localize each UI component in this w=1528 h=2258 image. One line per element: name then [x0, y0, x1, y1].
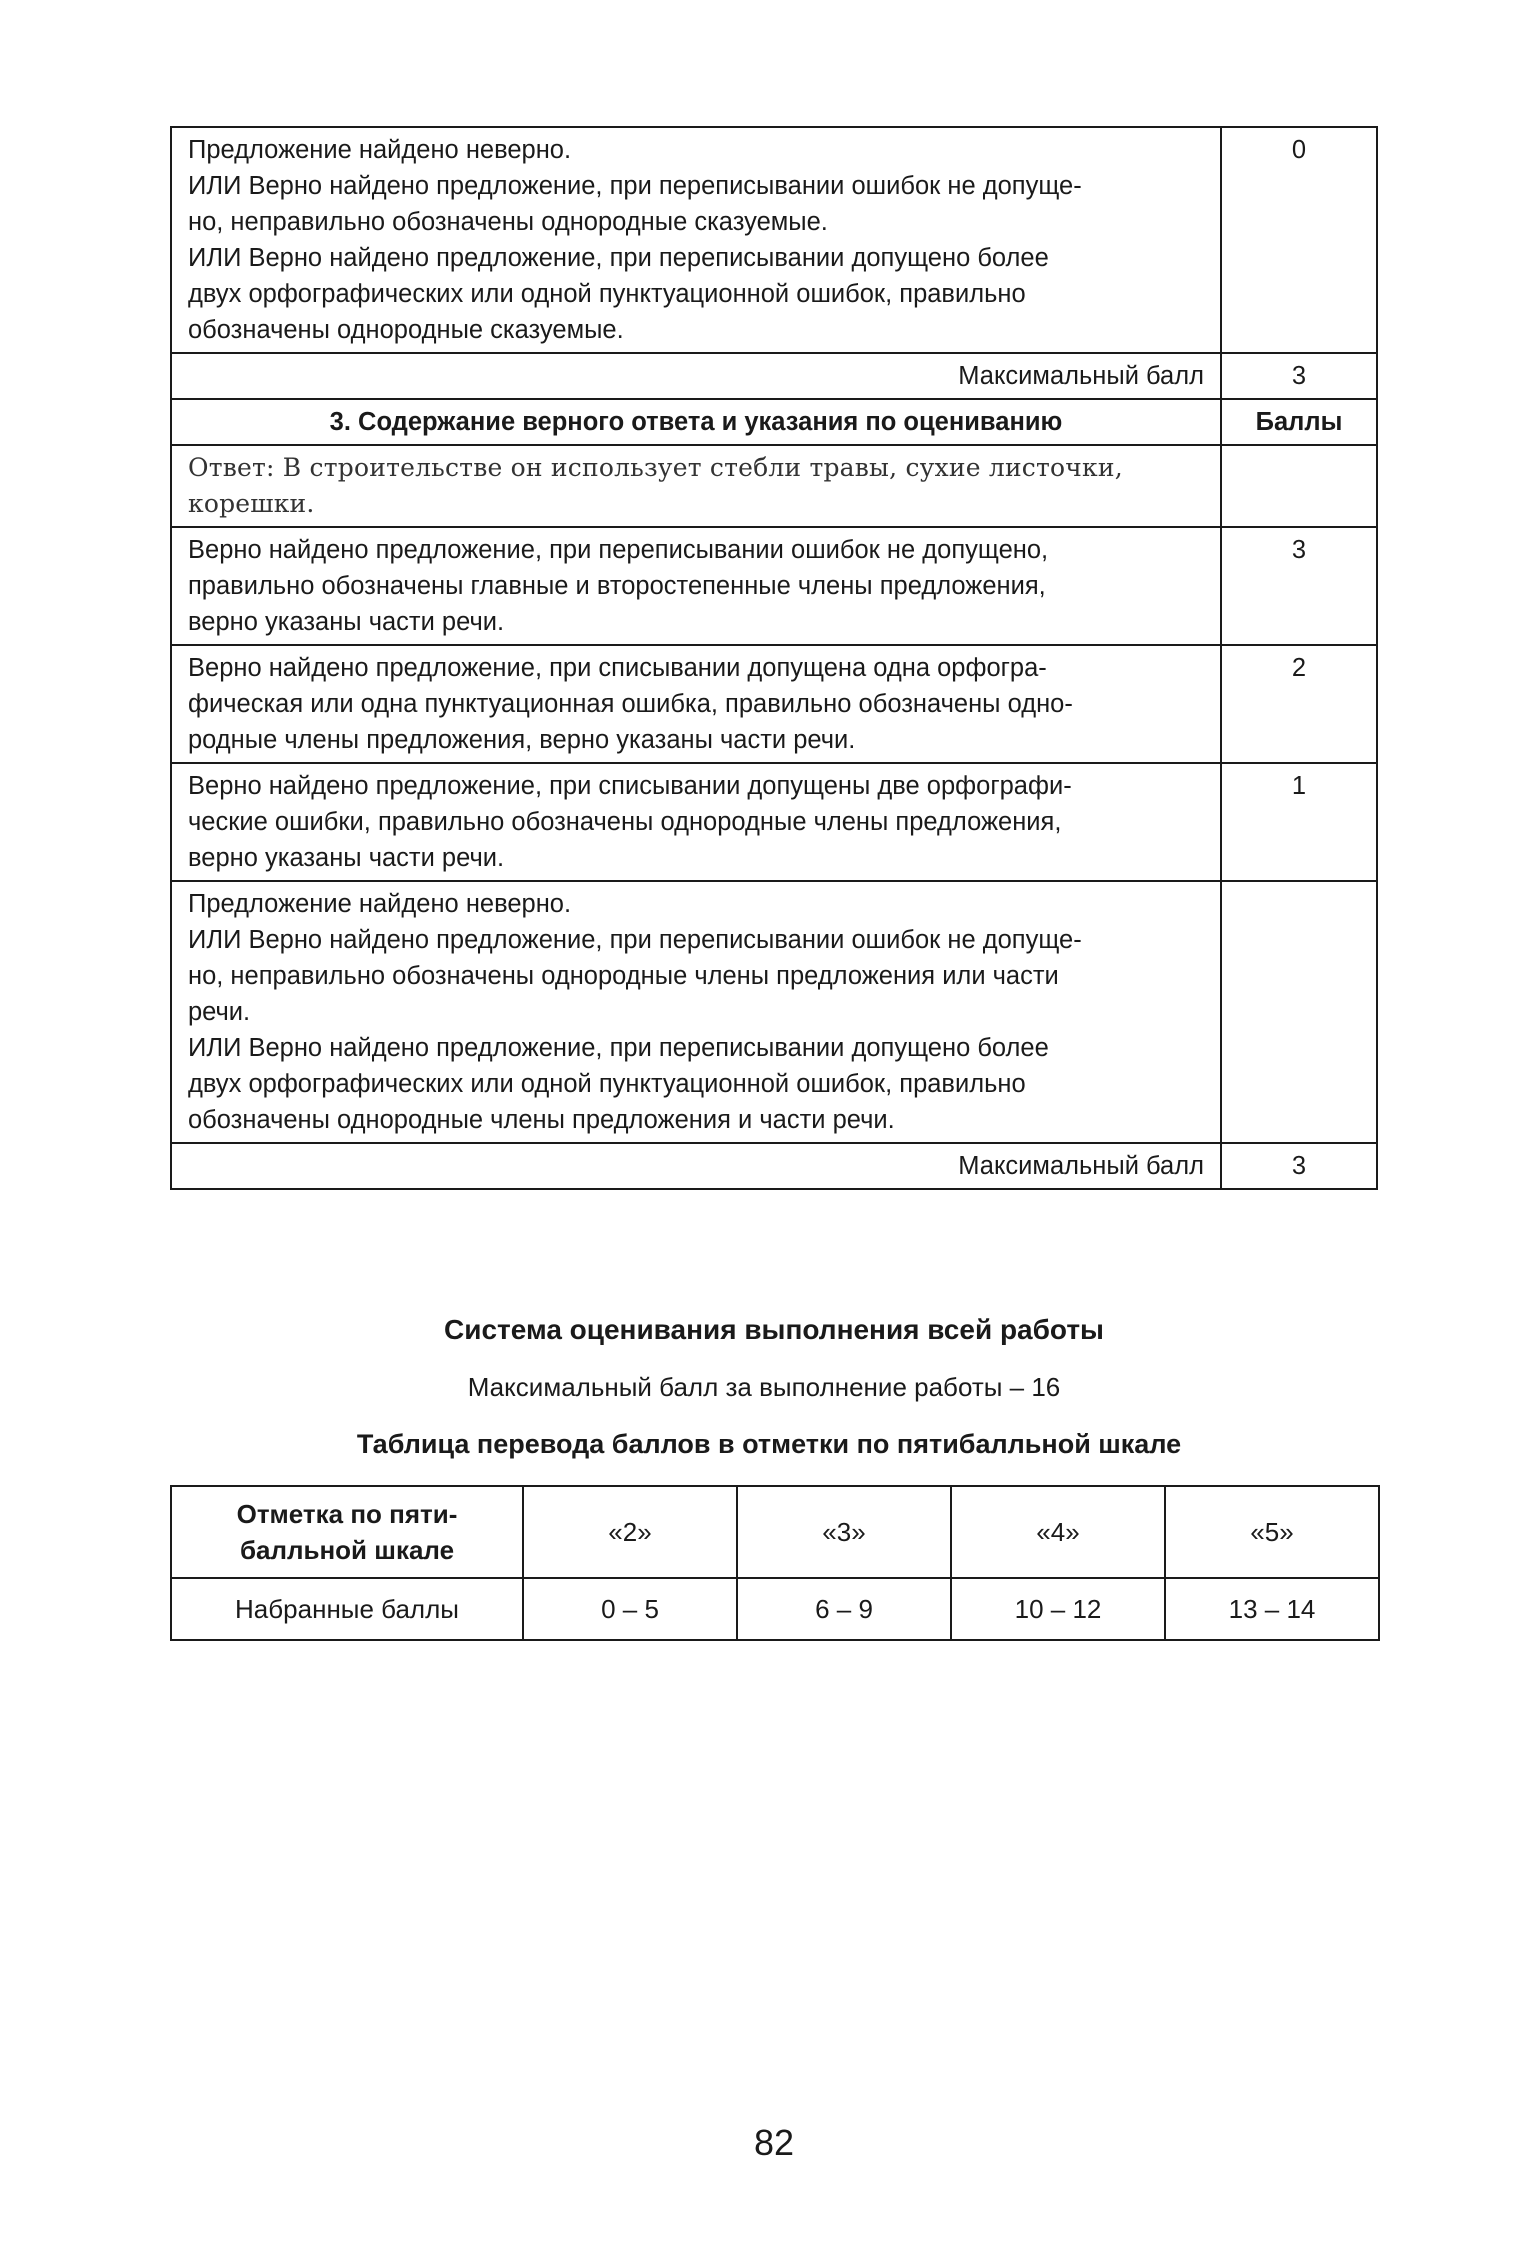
criteria-text	[171, 881, 1221, 1143]
points-row	[171, 1578, 1379, 1640]
points-range-cell: 0 – 5	[523, 1578, 737, 1640]
criteria-line: речи.	[188, 998, 251, 1026]
criteria-line: родные члены предложения, верно указаны части речи.	[188, 726, 856, 754]
answer-line: Ответ: В строительстве он использует стебли травы, сухие листочки,	[188, 453, 1123, 482]
answer-text	[171, 445, 1221, 527]
grade-cell: «5»	[1165, 1486, 1379, 1578]
max-total-score: Максимальный балл за выполнение работы – 16	[467, 1372, 1061, 1402]
criteria-score: 0	[1221, 127, 1377, 353]
criteria-line: Верно найдено предложение, при переписывании ошибок не допущено,	[188, 536, 1049, 564]
criteria-line: обозначены однородные члены предложения и части речи.	[188, 1106, 895, 1134]
points-range-cell: 6 – 9	[737, 1578, 951, 1640]
max-score-value: 3	[1221, 353, 1377, 399]
criteria-line: двух орфографических или одной пунктуационной ошибок, правильно	[188, 280, 1026, 308]
grade-row	[171, 1486, 1379, 1578]
criteria-line: фическая или одна пунктуационная ошибка, правильно обозначены одно-	[188, 690, 1073, 718]
criteria-line: Предложение найдено неверно.	[188, 136, 572, 164]
score-column-header: Баллы	[1221, 399, 1377, 445]
page-number: 82	[753, 2122, 795, 2163]
answer-row	[171, 445, 1377, 527]
grade-cell: «3»	[737, 1486, 951, 1578]
criteria-row	[171, 127, 1377, 353]
criteria-line: обозначены однородные сказуемые.	[188, 316, 624, 344]
grade-row-label-line: балльной шкале	[239, 1535, 455, 1565]
grade-row-label-line: Отметка по пяти-	[236, 1499, 458, 1529]
criteria-line: ческие ошибки, правильно обозначены однородные члены предложения,	[188, 808, 1062, 836]
answer-score	[1221, 445, 1377, 527]
criteria-row	[171, 881, 1377, 1143]
criteria-line: правильно обозначены главные и второстепенные члены предложения,	[188, 572, 1046, 600]
criteria-text	[171, 645, 1221, 763]
section3-header-row	[171, 399, 1377, 445]
criteria-line: но, неправильно обозначены однородные члены предложения или части	[188, 962, 1059, 990]
points-range-cell: 10 – 12	[951, 1578, 1165, 1640]
criteria-row	[171, 645, 1377, 763]
criteria-line: ИЛИ Верно найдено предложение, при переписывании допущено более	[188, 244, 1049, 272]
criteria-row	[171, 527, 1377, 645]
points-row-label: Набранные баллы	[171, 1578, 523, 1640]
section3-header: 3. Содержание верного ответа и указания по оцениванию	[171, 399, 1221, 445]
criteria-row	[171, 763, 1377, 881]
criteria-text	[171, 127, 1221, 353]
max-score-value: 3	[1221, 1143, 1377, 1189]
criteria-line: Верно найдено предложение, при списывании допущены две орфографи-	[188, 772, 1072, 800]
grade-conversion-table	[170, 1485, 1380, 1641]
criteria-score: 1	[1221, 763, 1377, 881]
answer-line: корешки.	[188, 489, 315, 518]
criteria-text	[171, 763, 1221, 881]
criteria-line: ИЛИ Верно найдено предложение, при переписывании ошибок не допуще-	[188, 926, 1082, 954]
grade-table-title: Таблица перевода баллов в отметки по пятибалльной шкале	[356, 1429, 1182, 1459]
criteria-text	[171, 527, 1221, 645]
max-score-label: Максимальный балл	[171, 353, 1221, 399]
criteria-line: Верно найдено предложение, при списывании допущена одна орфогра-	[188, 654, 1047, 682]
max-score-row	[171, 1143, 1377, 1189]
points-range-cell: 13 – 14	[1165, 1578, 1379, 1640]
criteria-score	[1221, 881, 1377, 1143]
criteria-line: ИЛИ Верно найдено предложение, при переписывании ошибок не допуще-	[188, 172, 1082, 200]
section-title: Система оценивания выполнения всей работы	[444, 1314, 1104, 1345]
grade-cell: «4»	[951, 1486, 1165, 1578]
criteria-score: 2	[1221, 645, 1377, 763]
criteria-line: но, неправильно обозначены однородные сказуемые.	[188, 208, 828, 236]
grade-cell: «2»	[523, 1486, 737, 1578]
criteria-line: верно указаны части речи.	[188, 844, 505, 872]
criteria-line: ИЛИ Верно найдено предложение, при переписывании допущено более	[188, 1034, 1049, 1062]
criteria-line: Предложение найдено неверно.	[188, 890, 572, 918]
max-score-label: Максимальный балл	[171, 1143, 1221, 1189]
criteria-line: двух орфографических или одной пунктуационной ошибок, правильно	[188, 1070, 1026, 1098]
criteria-table	[170, 126, 1378, 1190]
criteria-line: верно указаны части речи.	[188, 608, 505, 636]
criteria-score: 3	[1221, 527, 1377, 645]
max-score-row	[171, 353, 1377, 399]
grade-row-label	[171, 1486, 523, 1578]
